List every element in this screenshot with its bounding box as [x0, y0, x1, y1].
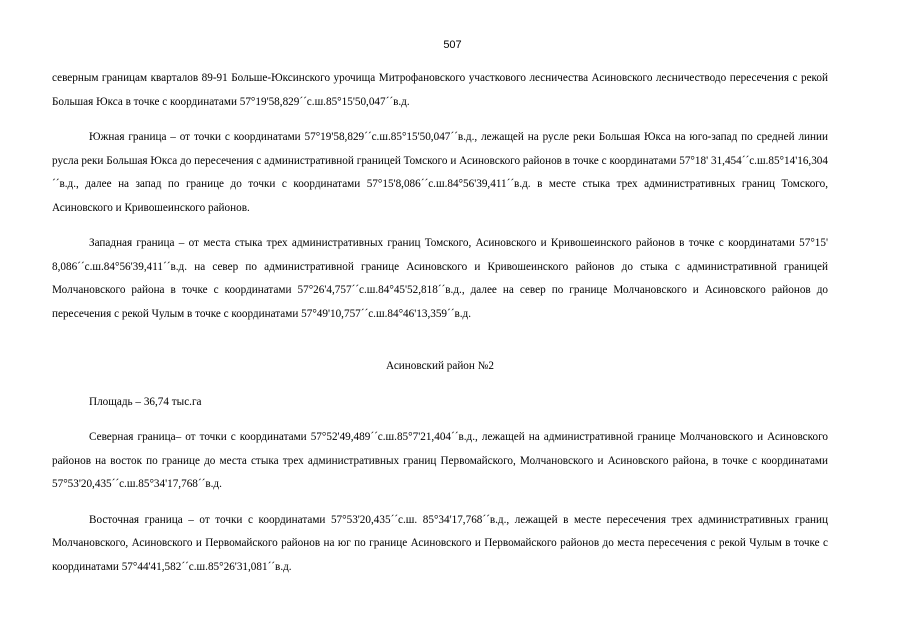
section-heading: Асиновский район №2 [386, 360, 494, 372]
paragraph-north-border: Северная граница– от точки с координатами 57°52'49,489´´с.ш.85°7'21,404´´в.д., лежащей на административной границе Молчановского и Асиновского районов на восток по границе до места стыка трех административных границ Первомайского, Молчановского и Асиновского района, в точке с координатами 57°53'20,435´´с.ш.85°34'17,768´´в.д. [52, 431, 828, 490]
document-body [52, 67, 828, 591]
paragraph-north-border-end: северным границам кварталов 89-91 Больше-Юксинского урочища Митрофановского участкового лесничества Асиновского лесничестводо пересечения с рекой Большая Юкса в точке с координатами 57°19'58,829´´с.ш.85°15'50,047´´в.д. [52, 72, 828, 108]
page-number: 507 [443, 39, 462, 51]
paragraph-south-border: Южная граница – от точки с координатами 57°19'58,829´´с.ш.85°15'50,047´´в.д., лежащей на русле реки Большая Юкса на юго-запад по средней линии русла реки Большая Юкса до пересечения с административной границей Томского и Асиновского районов в точке с координатами 57°18' 31,454´´с.ш.85°14'16,304´´в.д., далее на запад по границе до точки с координатами 57°15'8,086´´с.ш.84°56'39,411´´в.д. в месте стыка трех административных границ Томского, Асиновского и Кривошеинского районов. [52, 131, 828, 214]
paragraph-west-border: Западная граница – от места стыка трех административных границ Томского, Асиновского и Кривошеинского районов в точке с координатами 57°15' 8,086´´с.ш.84°56'39,411´´в.д. на север по административной границе Асиновского и Кривошеинского районов до стыка с административной границей Молчановского района в точке с координатами 57°26'4,757´´с.ш.84°45'52,818´´в.д., далее на север по границе Молчановского и Асиновского районов до пересечения с рекой Чулым в точке с координатами 57°49'10,757´´с.ш.84°46'13,359´´в.д. [52, 237, 828, 320]
area-text: Площадь – 36,74 тыс.га [89, 395, 202, 408]
paragraph-east-border: Восточная граница – от точки с координатами 57°53'20,435´´с.ш. 85°34'17,768´´в.д., лежащей в месте пересечения трех административных границ Молчановского, Асиновского и Первомайского районов на юг по границе Асиновского и Первомайского районов до места пересечения с рекой Чулым в точке с координатами 57°44'41,582´´с.ш.85°26'31,081´´в.д. [52, 513, 828, 573]
